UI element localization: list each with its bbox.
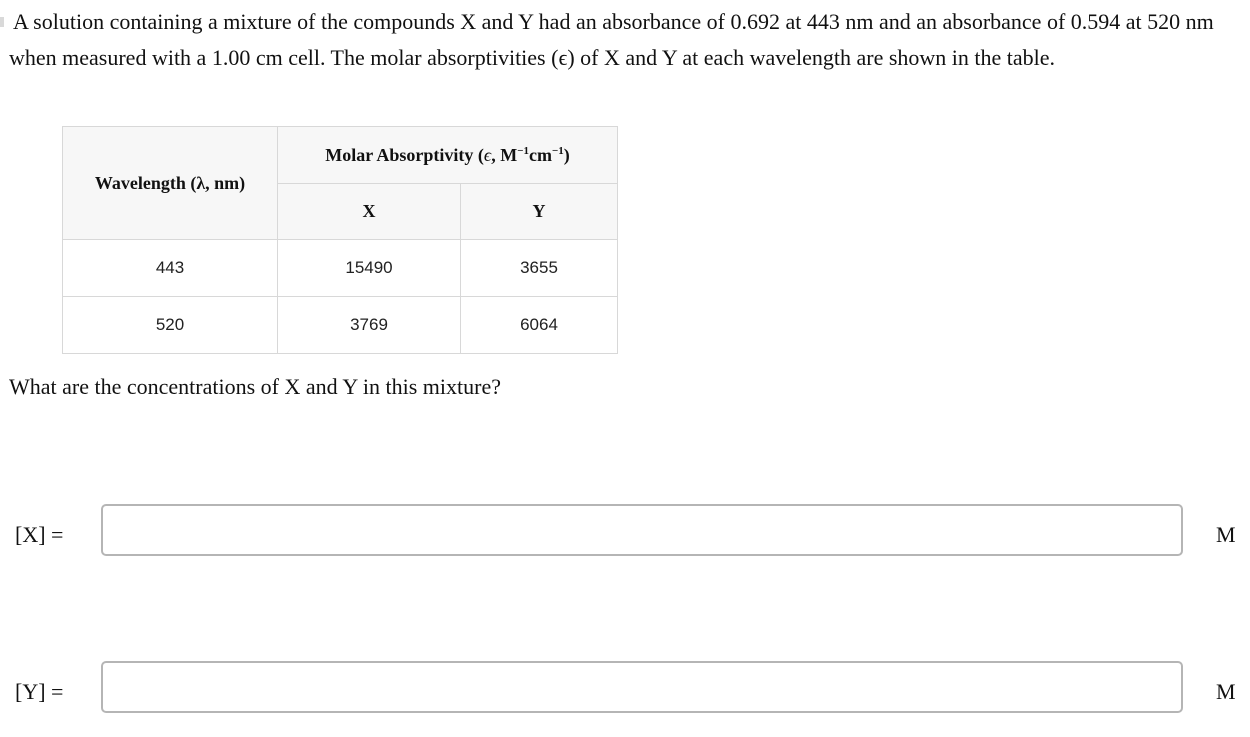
- molar-absorptivity-header: Molar Absorptivity (ϵ, $M^{-1}cm^{-1}$): [278, 127, 618, 184]
- wavelength-cell: 520: [63, 297, 278, 354]
- x-concentration-input[interactable]: [101, 504, 1183, 556]
- y-concentration-label: [Y] =: [15, 679, 64, 704]
- table-header-row: [63, 127, 618, 184]
- wavelength-cell: 443: [63, 240, 278, 297]
- question-text: A solution containing a mixture of the compounds X and Y had an absorbance of 0.692 at 443 nm and an absorbance of 0.594 at 520 nm when measured with a 1.00 cm cell. The molar absorptivities (ϵ) of X and Y at each wavelength are shown in the table.: [9, 9, 1214, 70]
- table-row: [63, 297, 618, 354]
- x-unit-label: M: [1216, 522, 1236, 547]
- absorptivity-y-cell: 3655: [461, 240, 618, 297]
- y-concentration-input[interactable]: [101, 661, 1183, 713]
- compound-y-header: Y: [461, 184, 618, 240]
- table-row: [63, 240, 618, 297]
- question-marker: [0, 17, 4, 27]
- absorptivity-x-cell: 3769: [278, 297, 461, 354]
- compound-x-header: X: [278, 184, 461, 240]
- absorptivity-table: [62, 126, 618, 354]
- x-concentration-label: [X] =: [15, 522, 64, 547]
- y-unit-label: M: [1216, 679, 1236, 704]
- absorptivity-x-cell: 15490: [278, 240, 461, 297]
- question-prompt: What are the concentrations of X and Y in this mixture?: [9, 374, 501, 399]
- wavelength-header: Wavelength (λ, nm): [63, 127, 278, 240]
- absorptivity-y-cell: 6064: [461, 297, 618, 354]
